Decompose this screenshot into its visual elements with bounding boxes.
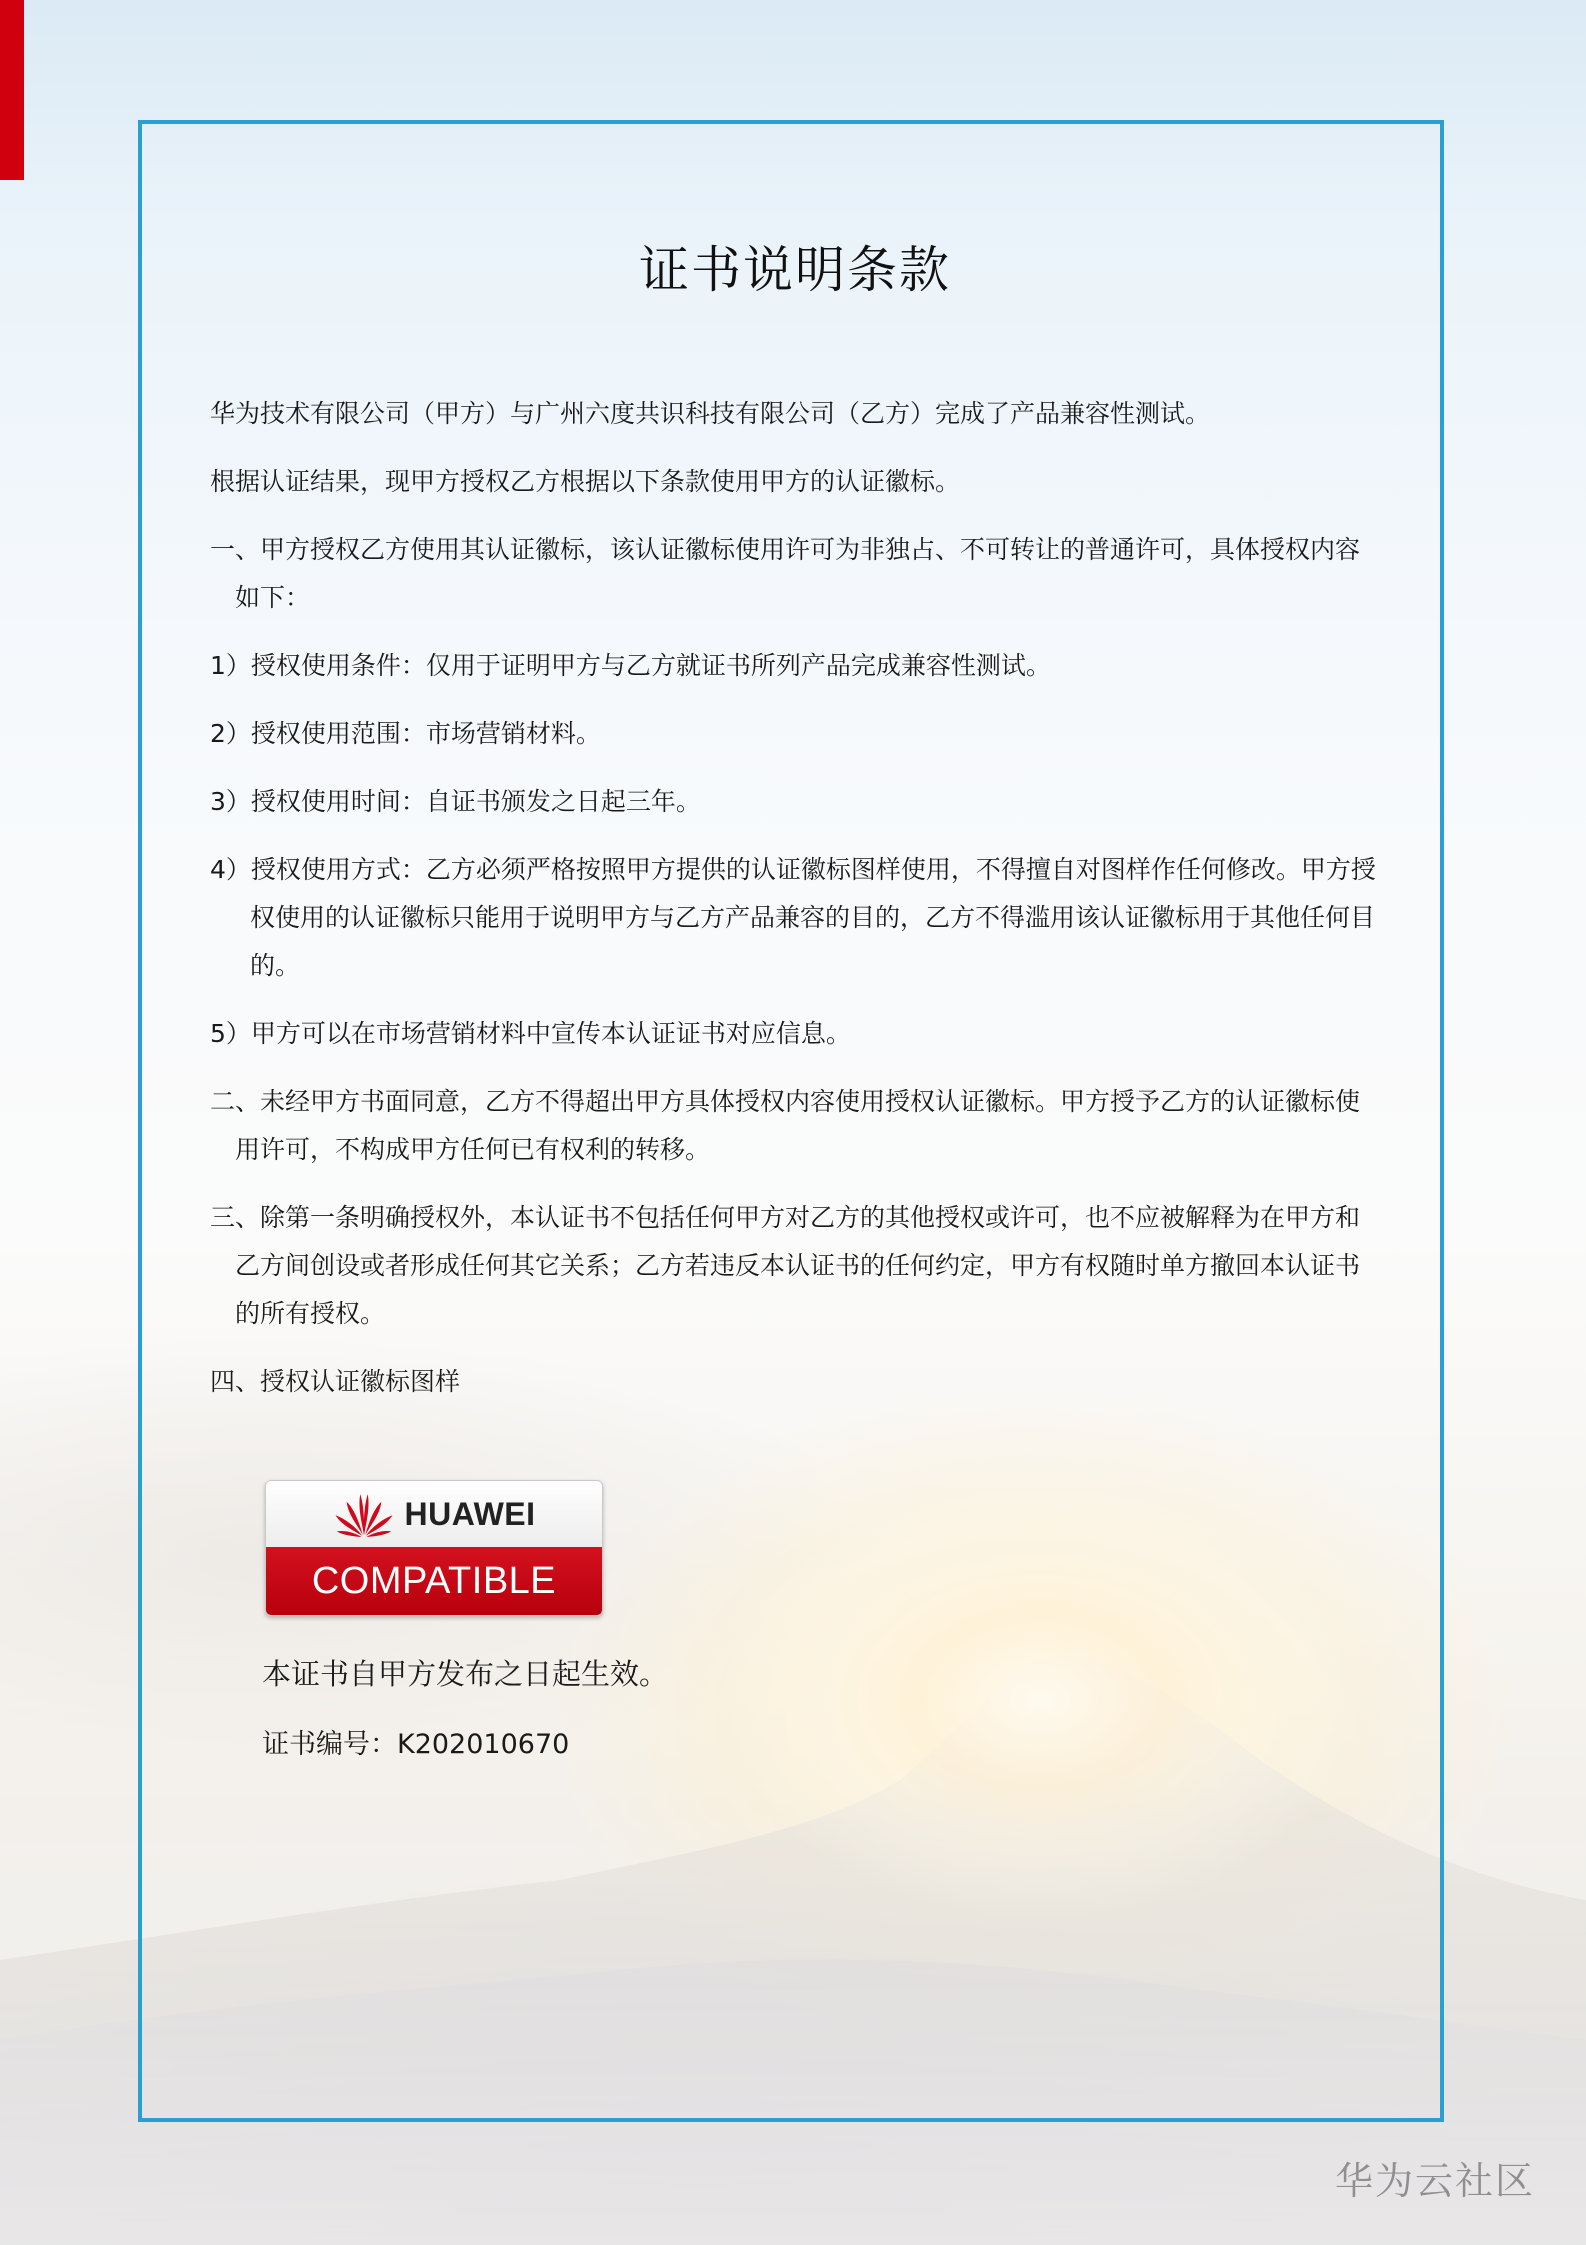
sub-item-2: 2）授权使用范围：市场营销材料。: [210, 719, 601, 748]
red-corner-tab: [0, 0, 24, 180]
sub-item-3: 3）授权使用时间：自证书颁发之日起三年。: [210, 787, 701, 816]
huawei-compatible-badge: [265, 1480, 603, 1616]
effective-statement: 本证书自甲方发布之日起生效。: [262, 1657, 669, 1691]
clause-3: 三、除第一条明确授权外，本认证书不包括任何甲方对乙方的其他授权或许可，也不应被解释为在甲方和乙方间创设或者形成任何其它关系；乙方若违反本认证书的任何约定，甲方有权随时单方撤回本认证书的所有授权。: [210, 1203, 1361, 1328]
clause-1: 一、甲方授权乙方使用其认证徽标，该认证徽标使用许可为非独占、不可转让的普通许可，具体授权内容如下：: [210, 535, 1361, 612]
badge-brand-text: HUAWEI: [404, 1495, 536, 1532]
sub-item-1: 1）授权使用条件：仅用于证明甲方与乙方就证书所列产品完成兼容性测试。: [210, 651, 1051, 680]
huawei-petal-logo-icon: [333, 1489, 395, 1539]
huawei-cloud-community-watermark: 华为云社区: [1335, 2159, 1536, 2203]
certificate-body: [210, 230, 1380, 1426]
intro-paragraph: 华为技术有限公司（甲方）与广州六度共识科技有限公司（乙方）完成了产品兼容性测试。: [210, 399, 1211, 428]
badge-label: COMPATIBLE: [266, 1547, 602, 1615]
certificate-number: 证书编号：K202010670: [262, 1729, 570, 1760]
clause-4: 四、授权认证徽标图样: [210, 1367, 461, 1396]
sub-item-5: 5）甲方可以在市场营销材料中宣传本认证证书对应信息。: [210, 1019, 851, 1048]
badge-brand-row: [266, 1481, 602, 1547]
sub-item-4: 4）授权使用方式：乙方必须严格按照甲方提供的认证徽标图样使用，不得擅自对图样作任何修改。甲方授权使用的认证徽标只能用于说明甲方与乙方产品兼容的目的，乙方不得滥用该认证徽标用于其他任何目的。: [210, 855, 1376, 980]
document-title: 证书说明条款: [639, 241, 951, 299]
clause-2: 二、未经甲方书面同意，乙方不得超出甲方具体授权内容使用授权认证徽标。甲方授予乙方的认证徽标使用许可，不构成甲方任何已有权利的转移。: [210, 1087, 1361, 1164]
intro-paragraph: 根据认证结果，现甲方授权乙方根据以下条款使用甲方的认证徽标。: [210, 467, 961, 496]
